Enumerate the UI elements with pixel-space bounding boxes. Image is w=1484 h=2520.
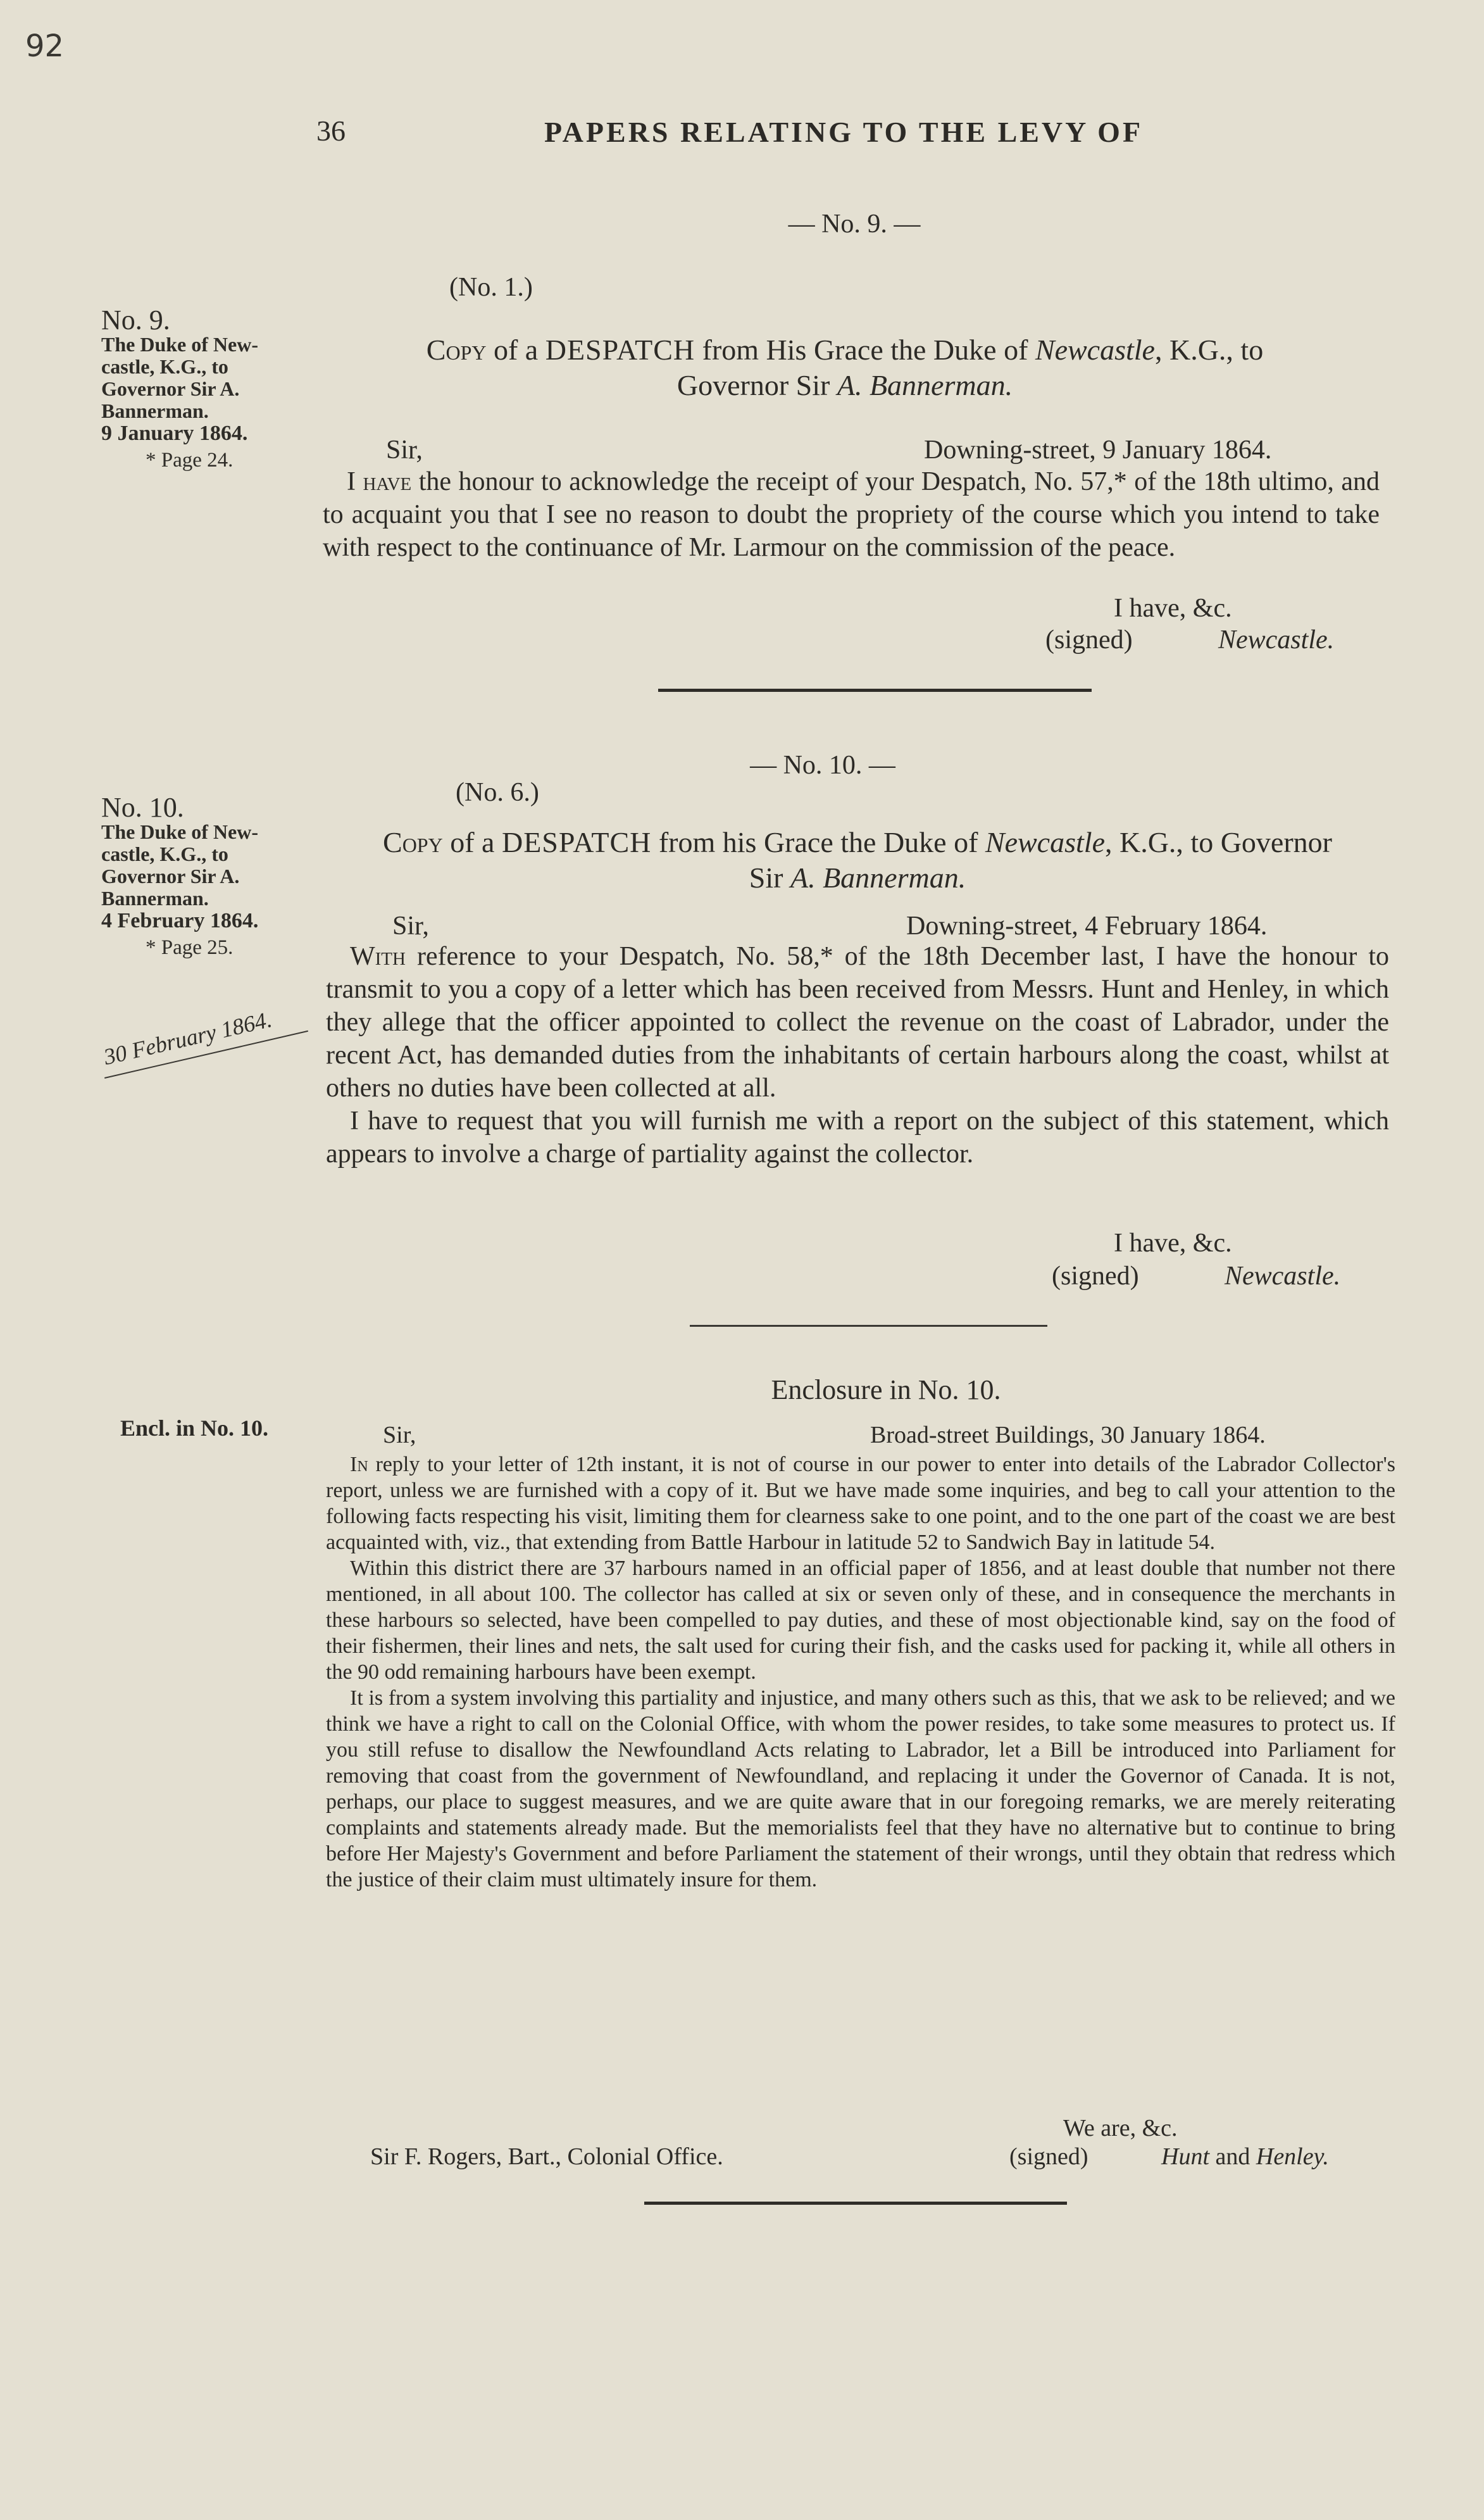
folio-number: 92 — [25, 28, 65, 64]
section-divider — [644, 2202, 1067, 2205]
enclosure-signed: (signed) — [1009, 2143, 1088, 2170]
running-head — [316, 114, 1354, 158]
section-10-margin-note: No. 10. The Duke of New- castle, K.G., to Governor Sir A. Bannerman. 4 February 1864. * Page 25. — [101, 796, 316, 959]
margin-no: No. 10. — [101, 792, 184, 823]
enclosure-body: In reply to your letter of 12th instant, it is not of course in our power to enter into details of the Labrador Collector's report, unless we are furnished with a copy of it. But we have made some inquiries, and beg to call your attention to the following facts respecting his visit, limiting them for clearness sake to one point, and to the one part of the coast we are best acquainted with, viz., that extending from Battle Harbour in latitude 52 to Sandwich Bay in latitude 54. Within this district there are 37 harbours named in an official paper of 1856, and at least double that number not there mentioned, in all about 100. The collector has called at six or seven only of these, and in consequence the merchants in these harbours so selected, have been compelled to pay duties, and these of most objectionable kind, say on the food of their fishermen, their lines and nets, the salt used for curing their fish, and the casks used for packing it, while all others in the 90 odd remaining harbours have been exempt. It is from a system involving this partiality and injustice, and many others such as this, that we ask to be relieved; and we think we have a right to call on the Colonial Office, with whom the power resides, to take some measures to protect us. If you still refuse to disallow the Newfoundland Acts relating to Labrador, let a Bill be introduced into Parliament for removing that coast from the government of Newfoundland, and replacing it under the Governor of Canada. It is not, perhaps, our place to suggest measures, and we are quite aware that in our foregoing remarks, we are merely reiterating complaints and statements already made. But the memorialists feel that they have no alternative but to continue to bring before Her Majesty's Government and before Parliament the statement of their wrongs, until they obtain that redress which the justice of their claim must ultimately insure for them. — [326, 1453, 1395, 1891]
enclosure-signers: Hunt and Henley. — [1161, 2143, 1329, 2170]
section-9-number: — No. 9. — — [788, 210, 921, 239]
section-9-subnumber: (No. 1.) — [449, 273, 533, 302]
section-9-close: I have, &c. — [1114, 594, 1232, 623]
section-9-signed: (signed) — [1045, 625, 1133, 655]
section-10-dateline: Downing-street, 4 February 1864. — [906, 912, 1268, 941]
section-9-dateline: Downing-street, 9 January 1864. — [924, 436, 1272, 465]
enclosure-margin-note: Encl. in No. 10. — [120, 1415, 269, 1441]
margin-date: 4 February 1864. — [101, 909, 259, 932]
section-10-signed: (signed) — [1052, 1262, 1139, 1291]
enclosure-salutation: Sir, — [383, 1422, 416, 1448]
section-9-signer: Newcastle. — [1218, 625, 1335, 655]
section-divider — [690, 1325, 1047, 1327]
handwritten-annotation: 30 February 1864. — [101, 1006, 275, 1070]
section-10-subnumber: (No. 6.) — [456, 778, 539, 807]
enclosure-addressee: Sir F. Rogers, Bart., Colonial Office. — [370, 2143, 723, 2170]
section-9-heading: Copy of a DESPATCH from His Grace the Duke of Newcastle, K.G., to Governor Sir A. Bannerman. — [426, 334, 1264, 401]
section-divider — [658, 689, 1092, 692]
margin-page-ref: * Page 25. — [146, 936, 234, 959]
enclosure-title: Enclosure in No. 10. — [771, 1374, 1001, 1405]
margin-date: 9 January 1864. — [101, 422, 248, 445]
section-10-number: — No. 10. — — [750, 751, 895, 780]
section-9-salutation: Sir, — [386, 436, 423, 465]
enclosure-close: We are, &c. — [1063, 2115, 1178, 2141]
enclosure-dateline: Broad-street Buildings, 30 January 1864. — [870, 1422, 1266, 1448]
section-10-close: I have, &c. — [1114, 1229, 1232, 1258]
margin-page-ref: * Page 24. — [146, 449, 234, 472]
section-10-salutation: Sir, — [392, 912, 429, 941]
section-9-body: I have the honour to acknowledge the receipt of your Despatch, No. 57,* of the 18th ultimo, and to acquaint you that I see no reason to doubt the propriety of the course which you intend to take with respect to the continuance of Mr. Larmour on the commission of the peace. — [323, 467, 1380, 562]
section-9-margin-note: No. 9. The Duke of New- castle, K.G., to Governor Sir A. Bannerman. 9 January 1864. * Page 24. — [101, 309, 316, 472]
page-number: 36 — [316, 115, 346, 147]
running-title: PAPERS RELATING TO THE LEVY OF — [544, 116, 1144, 148]
section-10-signer: Newcastle. — [1225, 1262, 1341, 1291]
section-10-heading: Copy of a DESPATCH from his Grace the Duke of Newcastle, K.G., to Governor Sir A. Bannerman. — [383, 826, 1332, 894]
margin-no: No. 9. — [101, 304, 170, 335]
section-10-body: With reference to your Despatch, No. 58,* of the 18th December last, I have the honour to transmit to you a copy of a letter which has been received from Messrs. Hunt and Henley, in which they allege that the officer appointed to collect the revenue on the coast of Labrador, under the recent Act, has demanded duties from the inhabitants of certain harbours along the coast, whilst at others no duties have been collected at all. I have to request that you will furnish me with a report on the subject of this statement, which appears to involve a charge of partiality against the collector. — [326, 942, 1389, 1169]
